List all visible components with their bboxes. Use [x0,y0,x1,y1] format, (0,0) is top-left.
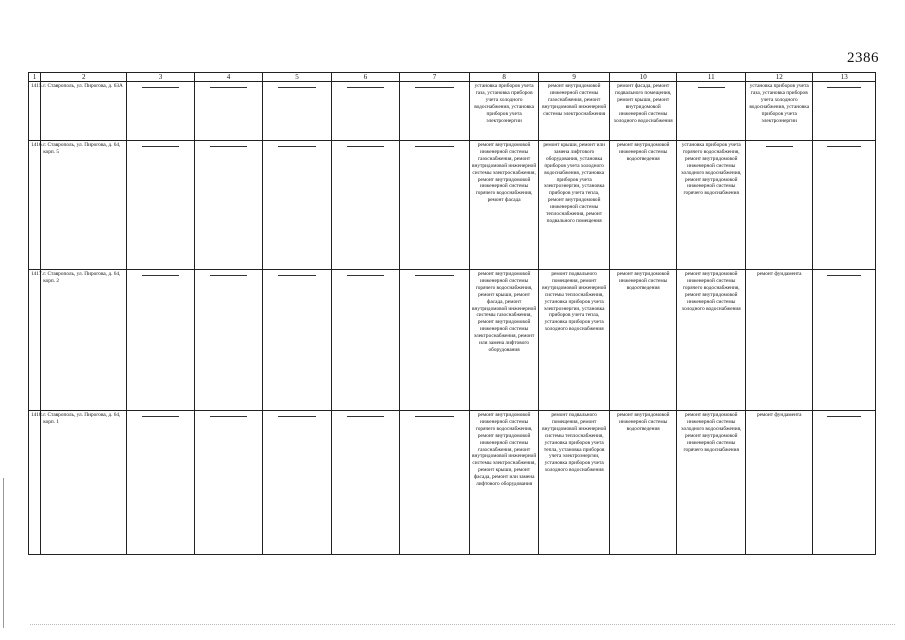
empty-cell [400,82,470,141]
work-cell-col8: установка приборов учета газа, установка приборов учета холодного водоснабжения, установка приборов учета электроэнергии [469,82,539,141]
dash-mark [278,416,316,417]
work-cell-col8: ремонт внутридомовой инженерной системы газоснабжения, ремонт внутридомовой инженерной системы электроснабжения, ремонт внутридомовой инженерной системы горячего водоснабжения, ремонт фасада [469,141,539,270]
empty-cell [813,82,876,141]
empty-cell [194,82,263,141]
dash-mark [210,87,248,88]
column-header-13: 13 [813,73,876,82]
work-cell-col11: ремонт внутридомовой инженерной системы горячего водоснабжения, ремонт внутридомовой инженерной системы холодного водоснабжения [677,270,746,411]
empty-cell [263,411,332,555]
dash-mark [766,146,793,147]
empty-cell [127,270,195,411]
empty-cell [745,141,813,270]
column-header-2: 2 [41,73,127,82]
dash-mark [278,146,316,147]
empty-cell [194,270,263,411]
work-cell-col10: ремонт фасада, ремонт подвального помещения, ремонт крыши, ремонт внутридомовой инженерной системы холодного водоснабжения [609,82,677,141]
dash-mark [278,87,316,88]
work-cell-col9: ремонт подвального помещения, ремонт внутридомовой инженерной системы теплоснабжения, установка приборов учета тепла, установка приборов учета электроэнергии, установка приборов учета холодного водоснабжения [539,411,610,555]
dash-mark [278,275,316,276]
column-header-6: 6 [331,73,400,82]
dash-mark [415,87,453,88]
register-table [28,72,876,555]
scan-edge-line [3,478,4,628]
row-index: 1415. [29,82,41,141]
column-header-8: 8 [469,73,539,82]
work-cell-col9: ремонт подвального помещения, ремонт внутридомовой инженерной системы теплоснабжения, установка приборов учета электроэнергии, установка приборов учета тепла, установка приборов учета холодного водоснабжения [539,270,610,411]
column-header-4: 4 [194,73,263,82]
dash-mark [347,146,385,147]
empty-cell [813,270,876,411]
empty-cell [331,82,400,141]
dash-mark [347,275,385,276]
empty-cell [263,82,332,141]
row-index: 1416. [29,141,41,270]
column-header-3: 3 [127,73,195,82]
table-row [29,270,876,411]
work-cell-col12: ремонт фундамента [745,270,813,411]
work-cell-col9: ремонт крыши, ремонт или замена лифтового оборудования, установка приборов учета холодного водоснабжения, установка приборов учета электроэнергии, установка приборов учета тепла, ремонт внутридомовой инженерной системы теплоснабжения, ремонт подвального помещения [539,141,610,270]
empty-cell [813,411,876,555]
dash-mark [698,87,725,88]
work-cell-col10: ремонт внутридомовой инженерной системы водоотведения [609,141,677,270]
dash-mark [142,416,179,417]
column-header-11: 11 [677,73,746,82]
empty-cell [400,270,470,411]
column-header-9: 9 [539,73,610,82]
column-header-7: 7 [400,73,470,82]
empty-cell [263,141,332,270]
dash-mark [142,275,179,276]
row-address: г. Ставрополь, ул. Пирогова, д. 64, корп. 1 [41,411,127,555]
work-cell-col11: ремонт внутридомовой инженерной системы холодного водоснабжения, ремонт внутридомовой инженерной системы горячего водоснабжения [677,411,746,555]
dash-mark [827,416,861,417]
dash-mark [347,87,385,88]
empty-cell [194,411,263,555]
empty-cell [400,411,470,555]
table-row [29,411,876,555]
dash-mark [827,87,861,88]
work-cell-col12: установка приборов учета газа, установка приборов учета холодного водоснабжения, установка приборов учета электроэнергии [745,82,813,141]
dash-mark [210,275,248,276]
dash-mark [142,146,179,147]
empty-cell [194,141,263,270]
dash-mark [210,146,248,147]
empty-cell [813,141,876,270]
empty-cell [331,411,400,555]
work-cell-col8: ремонт внутридомовой инженерной системы горячего водоснабжения, ремонт крыши, ремонт фасада, ремонт внутридомовой инженерной системы газоснабжения, ремонт внутридомовой инженерной системы электроснабжения, ремонт или замена лифтового оборудования [469,270,539,411]
work-cell-col12: ремонт фундамента [745,411,813,555]
empty-cell [127,411,195,555]
empty-cell [263,270,332,411]
table-row [29,141,876,270]
work-cell-col10: ремонт внутридомовой инженерной системы водоотведения [609,411,677,555]
column-header-12: 12 [745,73,813,82]
row-address: г. Ставрополь, ул. Пирогова, д. 64, корп. 2 [41,270,127,411]
empty-cell [331,270,400,411]
row-index: 1417. [29,270,41,411]
work-cell-col9: ремонт внутридомовой инженерной системы газоснабжения, ремонт внутридомовой инженерной системы электроснабжения [539,82,610,141]
column-header-1: 1 [29,73,41,82]
work-cell-col11: установка приборов учета горячего водоснабжения, ремонт внутридомовой инженерной системы холодного водоснабжения, ремонт внутридомовой инженерной системы горячего водоснабжения [677,141,746,270]
table-row [29,82,876,141]
dash-mark [827,275,861,276]
row-address: г. Ставрополь, ул. Пирогова, д. 64, корп. 5 [41,141,127,270]
dash-mark [827,146,861,147]
column-header-10: 10 [609,73,677,82]
dash-mark [347,416,385,417]
empty-cell [677,82,746,141]
empty-cell [331,141,400,270]
dash-mark [210,416,248,417]
work-cell-col10: ремонт внутридомовой инженерной системы водоотведения [609,270,677,411]
row-index: 1418. [29,411,41,555]
empty-cell [127,141,195,270]
row-address: г. Ставрополь, ул. Пирогова, д. 63А [41,82,127,141]
column-number-row [29,73,876,82]
dash-mark [415,146,453,147]
empty-cell [400,141,470,270]
work-cell-col8: ремонт внутридомовой инженерной системы горячего водоснабжения, ремонт внутридомовой инженерной системы газоснабжения, ремонт внутридомовой инженерной системы электроснабжения, ремонт крыши, ремонт фасада, ремонт или замена лифтового оборудования [469,411,539,555]
column-header-5: 5 [263,73,332,82]
scan-bottom-artifact [30,624,895,626]
dash-mark [415,275,453,276]
page-number: 2386 [847,50,879,66]
dash-mark [142,87,179,88]
empty-cell [127,82,195,141]
dash-mark [415,416,453,417]
